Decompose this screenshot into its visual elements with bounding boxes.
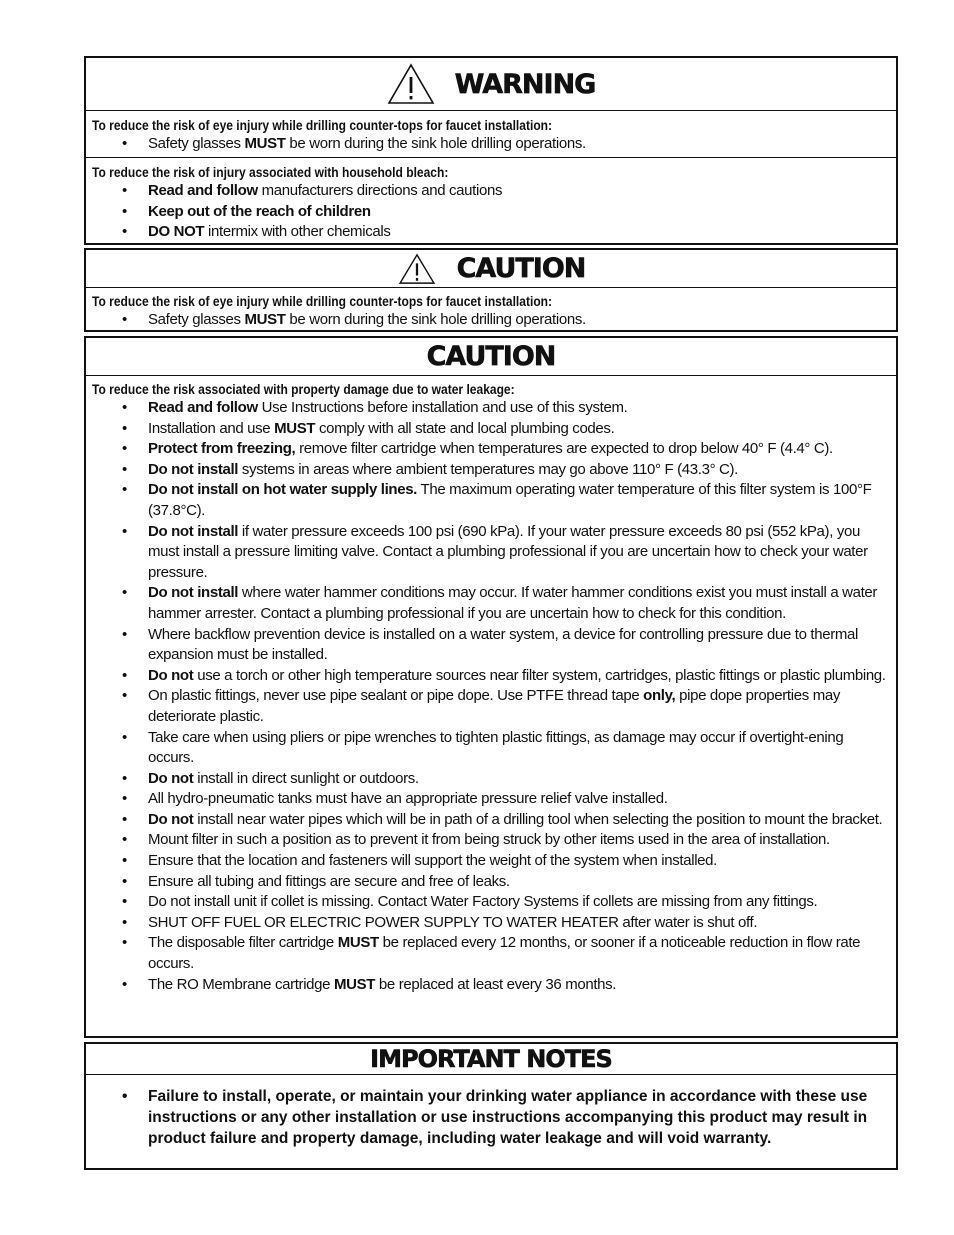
list-item: • Do not install if water pressure exceeds 100 psi (690 kPa). If your water pressure exceeds 80 psi (552 kPa), you must install a pressure limiting valve. Contact a plumbing professional if you are uncertain how to check your water pressure.	[122, 522, 868, 581]
warning-bleach-intro: To reduce the risk of injury associated with household bleach:	[92, 164, 449, 180]
list-item: • On plastic fittings, never use pipe sealant or pipe dope. Use PTFE thread tape only, pipe dope properties may deteriorate plastic.	[122, 687, 840, 725]
caution-leak-section	[86, 376, 896, 998]
list-item: • The RO Membrane cartridge MUST be replaced at least every 36 months.	[122, 975, 617, 993]
list-item: • DO NOT intermix with other chemicals	[122, 223, 391, 241]
warning-eye-section	[86, 111, 896, 157]
list-item: • Failure to install, operate, or maintain your drinking water appliance in accordance with these use instructions or any other installation or use instructions accompanying this product may result in product failure and property damage, including water leakage and will void warranty.	[122, 1088, 868, 1147]
warning-title: WARNING	[454, 68, 596, 100]
list-item: • Do not install in direct sunlight or outdoors.	[122, 769, 419, 787]
list-item: • Where backflow prevention device is installed on a water system, a device for controlling pressure due to thermal expansion must be installed.	[122, 625, 858, 664]
list-item: • Do not use a torch or other high temperature sources near filter system, cartridges, plastic fittings or plastic plumbing.	[122, 666, 886, 684]
list-item: • Read and follow manufacturers directions and cautions	[122, 182, 503, 199]
list-item: • Do not install on hot water supply lines. The maximum operating water temperature of this filter system is 100°F (37.8°C).	[122, 481, 872, 519]
list-item: • Ensure all tubing and fittings are secure and free of leaks.	[122, 872, 510, 890]
warning-box	[84, 56, 898, 245]
list-item: • Read and follow Use Instructions before installation and use of this system.	[122, 399, 628, 416]
list-item: • Installation and use MUST comply with all state and local plumbing codes.	[122, 419, 615, 437]
caution-leak-title: CAUTION	[426, 341, 556, 372]
list-item: • Keep out of the reach of children	[122, 202, 371, 220]
list-item: • Do not install where water hammer conditions may occur. If water hammer conditions exist you must install a water hammer arrester. Contact a plumbing professional if you are uncertain how to check for this condition.	[122, 584, 878, 622]
caution-eye-title: CAUTION	[456, 253, 586, 284]
list-item: • Safety glasses MUST be worn during the sink hole drilling operations.	[122, 135, 586, 152]
list-item: • Do not install systems in areas where ambient temperatures may go above 110° F (43.3° C).	[122, 460, 738, 478]
warning-triangle-icon	[397, 253, 437, 285]
important-notes-section	[86, 1075, 896, 1152]
caution-eye-box	[84, 248, 898, 332]
caution-eye-section	[86, 288, 896, 334]
warning-triangle-icon	[387, 63, 435, 105]
caution-eye-intro: To reduce the risk of eye injury while drilling counter-tops for faucet installation:	[92, 293, 553, 309]
list-item: • Safety glasses MUST be worn during the sink hole drilling operations.	[122, 311, 586, 328]
warning-eye-list	[92, 134, 890, 155]
list-item: • Do not install near water pipes which will be in path of a drilling tool when selecting the position to mount the bracket.	[122, 810, 883, 828]
list-item: • Mount filter in such a position as to prevent it from being struck by other items used in the area of installation.	[122, 831, 830, 849]
caution-eye-list	[92, 310, 890, 331]
caution-leak-header	[86, 338, 896, 376]
caution-eye-header	[86, 250, 896, 288]
caution-leak-intro: To reduce the risk associated with property damage due to water leakage:	[92, 381, 515, 397]
important-notes-list	[92, 1086, 890, 1149]
list-item: • SHUT OFF FUEL OR ELECTRIC POWER SUPPLY TO WATER HEATER after water is shut off.	[122, 913, 758, 931]
warning-bleach-list	[92, 181, 890, 243]
warning-eye-intro: To reduce the risk of eye injury while drilling counter-tops for faucet installation:	[92, 117, 553, 133]
warning-header	[86, 58, 896, 111]
list-item: • The disposable filter cartridge MUST be replaced every 12 months, or sooner if a noticeable reduction in flow rate occurs.	[122, 934, 861, 973]
list-item: • Ensure that the location and fasteners will support the weight of the system when installed.	[122, 852, 717, 870]
important-notes-box	[84, 1042, 898, 1170]
list-item: • Take care when using pliers or pipe wrenches to tighten plastic fittings, as damage may occur if overtight-ening occurs.	[122, 728, 844, 767]
list-item: • Do not install unit if collet is missing. Contact Water Factory Systems if collets are missing from any fittings.	[122, 893, 818, 911]
caution-leak-list	[92, 398, 890, 995]
list-item: • Protect from freezing, remove filter cartridge when temperatures are expected to drop below 40° F (4.4° C).	[122, 440, 833, 458]
caution-leak-box	[84, 336, 898, 1038]
warning-bleach-section	[86, 157, 896, 246]
important-notes-header	[86, 1044, 896, 1075]
list-item: • All hydro-pneumatic tanks must have an appropriate pressure relief valve installed.	[122, 790, 668, 808]
important-notes-title: IMPORTANT NOTES	[370, 1045, 612, 1073]
